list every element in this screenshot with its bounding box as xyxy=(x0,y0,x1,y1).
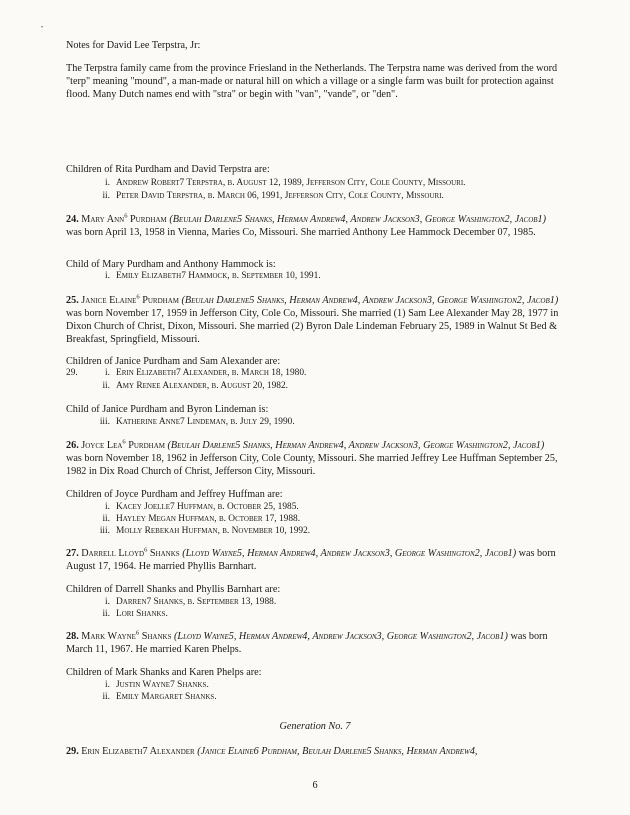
family-heading: Children of Darrell Shanks and Phyllis Barnhart are: xyxy=(66,584,281,595)
child-entry: iii. Katherine Anne7 Lindeman, b. July 29, 1990. xyxy=(99,417,295,427)
family-heading: Children of Janice Purdham and Sam Alexander are: xyxy=(66,356,281,367)
child-entry: ii. Hayley Megan Huffman, b. October 17, 1988. xyxy=(102,514,301,524)
notes-body: The Terpstra family came from the province Friesland in the Netherlands. The Terpstra name was derived from the word "terp" meaning "mound", a man-made or natural hill on which a village or a single farm was built for protection against flood. Many Dutch names end with "stra" or begin with "van", "vande", or "den". xyxy=(66,63,558,100)
person-entry-25: 25. Janice Elaine$^6$ Purdham (Beulah Darlene5 Shanks, Herman Andrew4, Andrew Jackson3, George Washington2, Jacob1) was born November 17, 1959 in Jefferson City, Cole Co, Missouri. She married (1) Sam Lee Alexander May 28, 1977 in Dixon Church of Christ, Dixon, Missouri. She married (2) Byron Dale Lindeman February 25, 1989 in Walnut St Bed & Breakfast, Springfield, Missouri. xyxy=(66,293,559,345)
child-entry: i. Andrew Robert7 Terpstra, b. August 12, 1989, Jefferson City, Cole County, Missouri. xyxy=(105,178,466,188)
child-entry: i. Kacey Joelle7 Huffman, b. October 25, 1985. xyxy=(105,502,299,512)
child-entry: ii. Peter David Terpstra, b. March 06, 1991, Jefferson City, Cole County, Missouri. xyxy=(102,191,444,201)
family-heading: Children of Joyce Purdham and Jeffrey Huffman are: xyxy=(66,489,283,500)
child-entry: iii. Molly Rebekah Huffman, b. November 10, 1992. xyxy=(99,526,311,536)
child-entry: i. Justin Wayne7 Shanks. xyxy=(105,680,209,690)
family-heading: Child of Janice Purdham and Byron Lindeman is: xyxy=(66,404,269,415)
page-number: 6 xyxy=(312,780,318,791)
family-heading: Child of Mary Purdham and Anthony Hammock is: xyxy=(66,259,276,270)
child-entry: i. Darren7 Shanks, b. September 13, 1988. xyxy=(105,597,277,607)
person-entry-26: 26. Joyce Lea$^6$ Purdham (Beulah Darlene5 Shanks, Herman Andrew4, Andrew Jackson3, George Washington2, Jacob1) was born November 18, 1962 in Jefferson City, Cole County, Missouri. She married Jeffrey Lee Huffman September 25, 1982 in Dix Road Church of Christ, Jefferson City, Missouri. xyxy=(66,438,558,477)
child-entry: ii. Amy Renee Alexander, b. August 20, 1982. xyxy=(102,381,288,391)
child-entry: i. Emily Elizabeth7 Hammock, b. September 10, 1991. xyxy=(105,271,321,281)
child-entry: i. Erin Elizabeth7 Alexander, b. March 18, 1980. xyxy=(105,368,307,378)
child-entry: ii. Lori Shanks. xyxy=(102,609,168,619)
notes-title: Notes for David Lee Terpstra, Jr: xyxy=(66,40,201,51)
person-entry-27: 27. Darrell Lloyd$^6$ Shanks (Lloyd Wayne5, Herman Andrew4, Andrew Jackson3, George Washington2, Jacob1) was born August 17, 1964. He married Phyllis Barnhart. xyxy=(66,546,556,572)
scan-speck: • xyxy=(41,25,44,31)
generation-heading: Generation No. 7 xyxy=(279,721,351,732)
child-ref-number: 29. xyxy=(66,368,78,378)
family-heading: Children of Mark Shanks and Karen Phelps are: xyxy=(66,667,262,678)
person-entry-29: 29. Erin Elizabeth7 Alexander (Janice Elaine6 Purdham, Beulah Darlene5 Shanks, Herman Andrew4, xyxy=(66,746,478,757)
family-heading: Children of Rita Purdham and David Terpstra are: xyxy=(66,164,270,175)
person-entry-24: 24. Mary Ann$^6$ Purdham (Beulah Darlene5 Shanks, Herman Andrew4, Andrew Jackson3, George Washington2, Jacob1) was born April 13, 1958 in Vienna, Maries Co, Missouri. She married Anthony Lee Hammock December 07, 1985. xyxy=(66,212,547,238)
child-entry: ii. Emily Margaret Shanks. xyxy=(102,692,217,702)
person-entry-28: 28. Mark Wayne$^6$ Shanks (Lloyd Wayne5, Herman Andrew4, Andrew Jackson3, George Washington2, Jacob1) was born March 11, 1967. He married Karen Phelps. xyxy=(66,629,548,655)
